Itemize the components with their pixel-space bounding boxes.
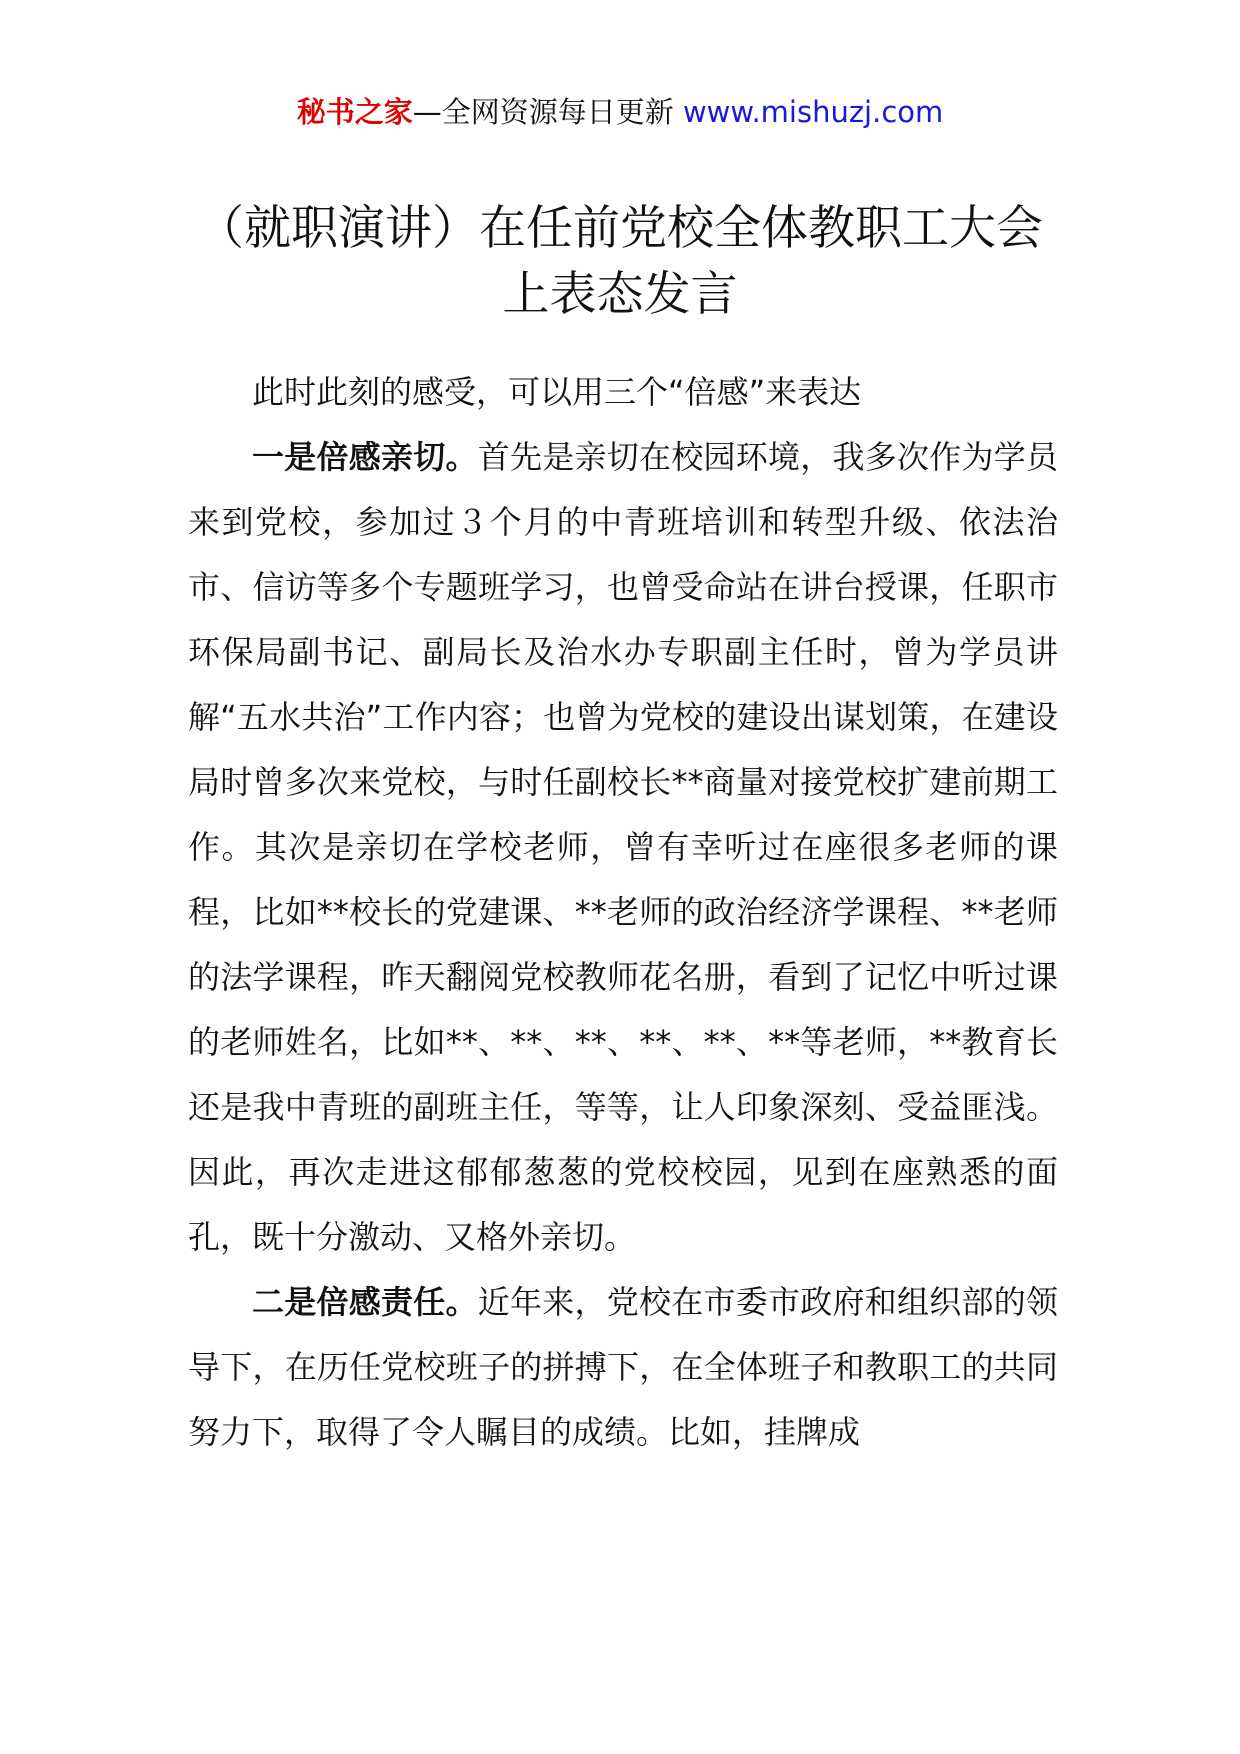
title-line-1: （就职演讲）在任前党校全体教职工大会 xyxy=(197,201,1043,256)
site-url-link[interactable]: www.mishuzj.com xyxy=(682,95,944,129)
section-paragraph-2 xyxy=(188,1270,1058,1465)
section-1-lead: 一是倍感亲切。 xyxy=(252,438,478,476)
banner-tagline: —全网资源每日更新 xyxy=(412,95,683,129)
site-banner xyxy=(0,92,1240,132)
document-title xyxy=(0,196,1240,328)
document-body xyxy=(188,360,1058,1465)
intro-paragraph: 此时此刻的感受，可以用三个“倍感”来表达 xyxy=(252,373,862,411)
section-2-lead: 二是倍感责任。 xyxy=(252,1283,478,1321)
section-2-text: 近年来，党校在市委市政府和组织部的领导下，在历任党校班子的拼搏下，在全体班子和教职工的共同努力下，取得了令人瞩目的成绩。比如，挂牌成 xyxy=(188,1283,1058,1451)
brand-name: 秘书之家 xyxy=(296,95,413,129)
section-1-text: 首先是亲切在校园环境，我多次作为学员来到党校，参加过３个月的中青班培训和转型升级、依法治市、信访等多个专题班学习，也曾受命站在讲台授课，任职市环保局副书记、副局长及治水办专职副主任时，曾为学员讲解“五水共治”工作内容；也曾为党校的建设出谋划策，在建设局时曾多次来党校，与时任副校长**商量对接党校扩建前期工作。其次是亲切在学校老师，曾有幸听过在座很多老师的课程，比如**校长的党建课、**老师的政治经济学课程、**老师的法学课程，昨天翻阅党校教师花名册，看到了记忆中听过课的老师姓名，比如**、**、**、**、**、**等老师，**教育长还是我中青班的副班主任，等等，让人印象深刻、受益匪浅。因此，再次走进这郁郁葱葱的党校校园，见到在座熟悉的面孔，既十分激动、又格外亲切。 xyxy=(188,438,1058,1256)
title-line-2: 上表态发言 xyxy=(502,267,738,322)
section-paragraph-1 xyxy=(188,425,1058,1270)
